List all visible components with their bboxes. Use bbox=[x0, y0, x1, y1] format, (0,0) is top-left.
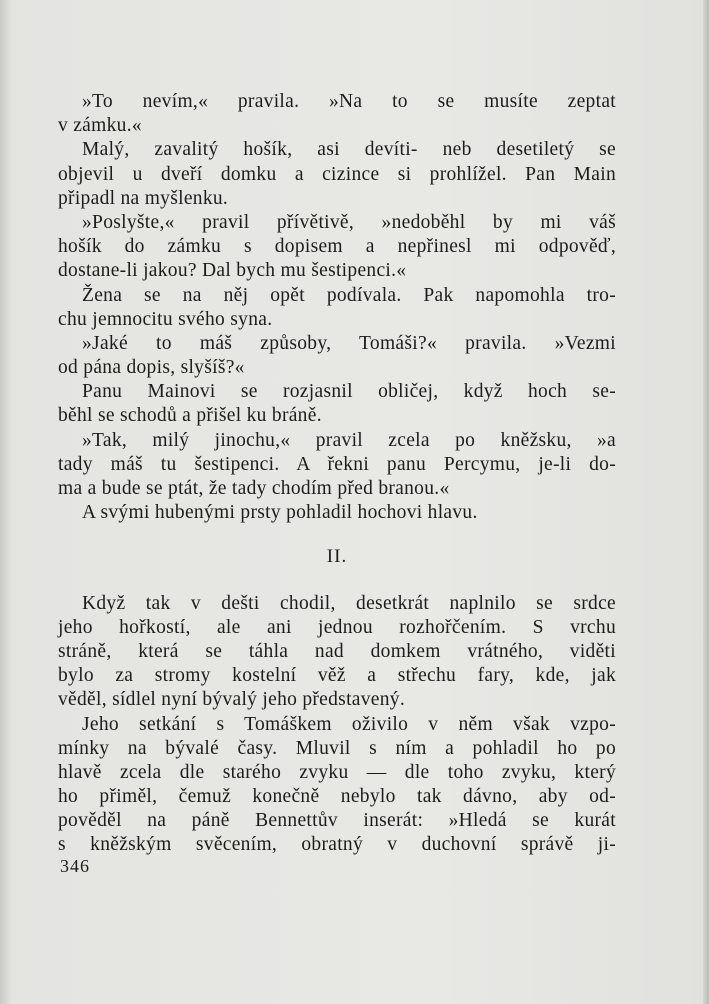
text-line: dostane-li jakou? Dal bych mu šestipenci.« bbox=[58, 260, 407, 282]
text-line: stráně, která se táhla nad domkem vrátného, viděti bbox=[58, 640, 616, 662]
text-line: hošík do zámku s dopisem a nepřinesl mi odpověď, bbox=[58, 236, 616, 258]
text-line: mínky na bývalé časy. Mluvil s ním a pohladil ho po bbox=[58, 737, 616, 759]
page-text bbox=[58, 90, 616, 858]
page-number: 346 bbox=[60, 856, 90, 876]
text-line: běhl se schodů a přišel ku bráně. bbox=[58, 405, 322, 427]
text-line: Panu Mainovi se rozjasnil obličej, když hoch se- bbox=[82, 381, 616, 403]
text-line: A svými hubenými prsty pohladil hochovi hlavu. bbox=[82, 502, 478, 524]
section-heading: II. bbox=[326, 546, 348, 568]
text-line: Jeho setkání s Tomáškem oživilo v něm však vzpo- bbox=[82, 713, 616, 735]
page-edge bbox=[703, 0, 709, 1004]
text-line: pověděl na páně Bennettův inserát: »Hledá se kurát bbox=[58, 810, 616, 832]
text-line: Malý, zavalitý hošík, asi devíti- neb desetiletý se bbox=[82, 139, 616, 161]
text-line: »Tak, milý jinochu,« pravil zcela po kněžsku, »a bbox=[82, 429, 616, 451]
text-line: ho přiměl, čemuž konečně nebylo tak dávno, aby od- bbox=[58, 786, 616, 808]
text-line: věděl, sídlel nyní bývalý jeho představený. bbox=[58, 689, 406, 711]
text-line: chu jemnocitu svého syna. bbox=[58, 308, 273, 330]
text-line: s kněžským svěcením, obratný v duchovní správě ji- bbox=[58, 834, 616, 856]
text-line: od pána dopis, slyšíš?« bbox=[58, 357, 245, 379]
text-line: v zámku.« bbox=[58, 115, 142, 137]
text-line: bylo za stromy kostelní věž a střechu fary, kde, jak bbox=[58, 665, 616, 687]
text-line: připadl na myšlenku. bbox=[58, 187, 229, 209]
text-line: objevil u dveří domku a cizince si prohlížel. Pan Main bbox=[58, 163, 616, 185]
text-line: »Jaké to máš způsoby, Tomáši?« pravila. »Vezmi bbox=[82, 332, 616, 354]
text-line: »Poslyšte,« pravil přívětivě, »nedoběhl by mi váš bbox=[82, 211, 616, 233]
text-line: hlavě zcela dle starého zvyku — dle toho zvyku, který bbox=[58, 761, 616, 783]
text-line: »To nevím,« pravila. »Na to se musíte zeptat bbox=[82, 91, 616, 112]
text-line: Když tak v dešti chodil, desetkrát naplnilo se srdce bbox=[82, 592, 616, 614]
section-one bbox=[58, 90, 616, 525]
text-line: Žena se na něj opět podívala. Pak napomohla tro- bbox=[82, 284, 616, 306]
text-line: ma a bude se ptát, že tady chodím před branou.« bbox=[58, 478, 450, 499]
text-line: jeho hořkostí, ale ani jednou rozhořčením. S vrchu bbox=[58, 616, 616, 638]
text-line: tady máš tu šestipenci. A řekni panu Percymu, je-li do- bbox=[58, 453, 616, 475]
section-two bbox=[58, 592, 616, 858]
